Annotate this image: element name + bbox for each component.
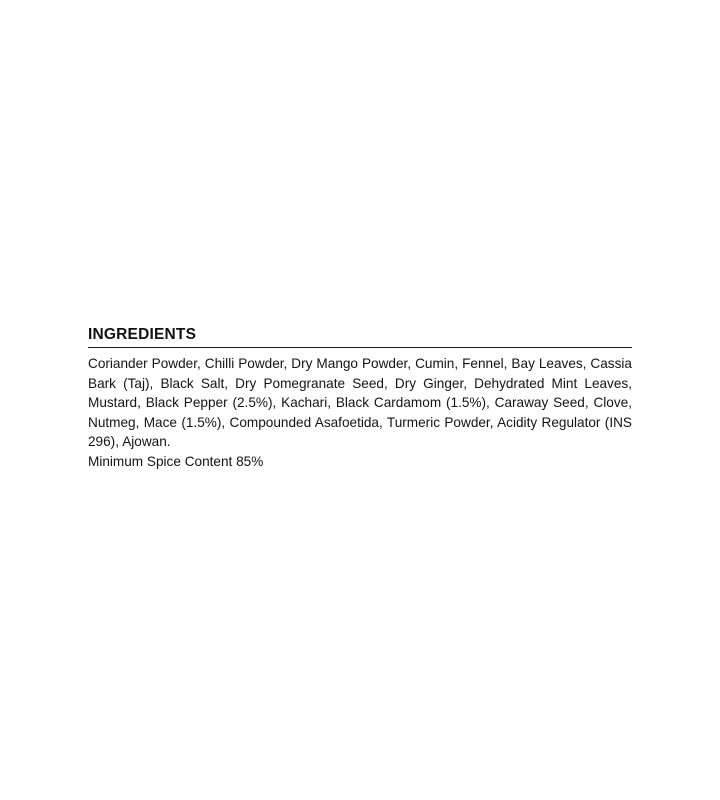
ingredients-section (88, 326, 632, 472)
section-heading: INGREDIENTS (88, 326, 197, 343)
ingredients-list-text: Coriander Powder, Chilli Powder, Dry Mango Powder, Cumin, Fennel, Bay Leaves, Cassia Bark (Taj), Black Salt, Dry Pomegranate Seed, Dry Ginger, Dehydrated Mint Leaves, Mustard, Black Pepper (2.5%), Kachari, Black Cardamom (1.5%), Caraway Seed, Clove, Nutmeg, Mace (1.5%), Compounded Asafoetida, Turmeric Powder, Acidity Regulator (INS 296), Ajowan. (88, 356, 632, 450)
minimum-spice-content-text: Minimum Spice Content 85% (88, 454, 264, 470)
heading-divider (88, 347, 632, 348)
